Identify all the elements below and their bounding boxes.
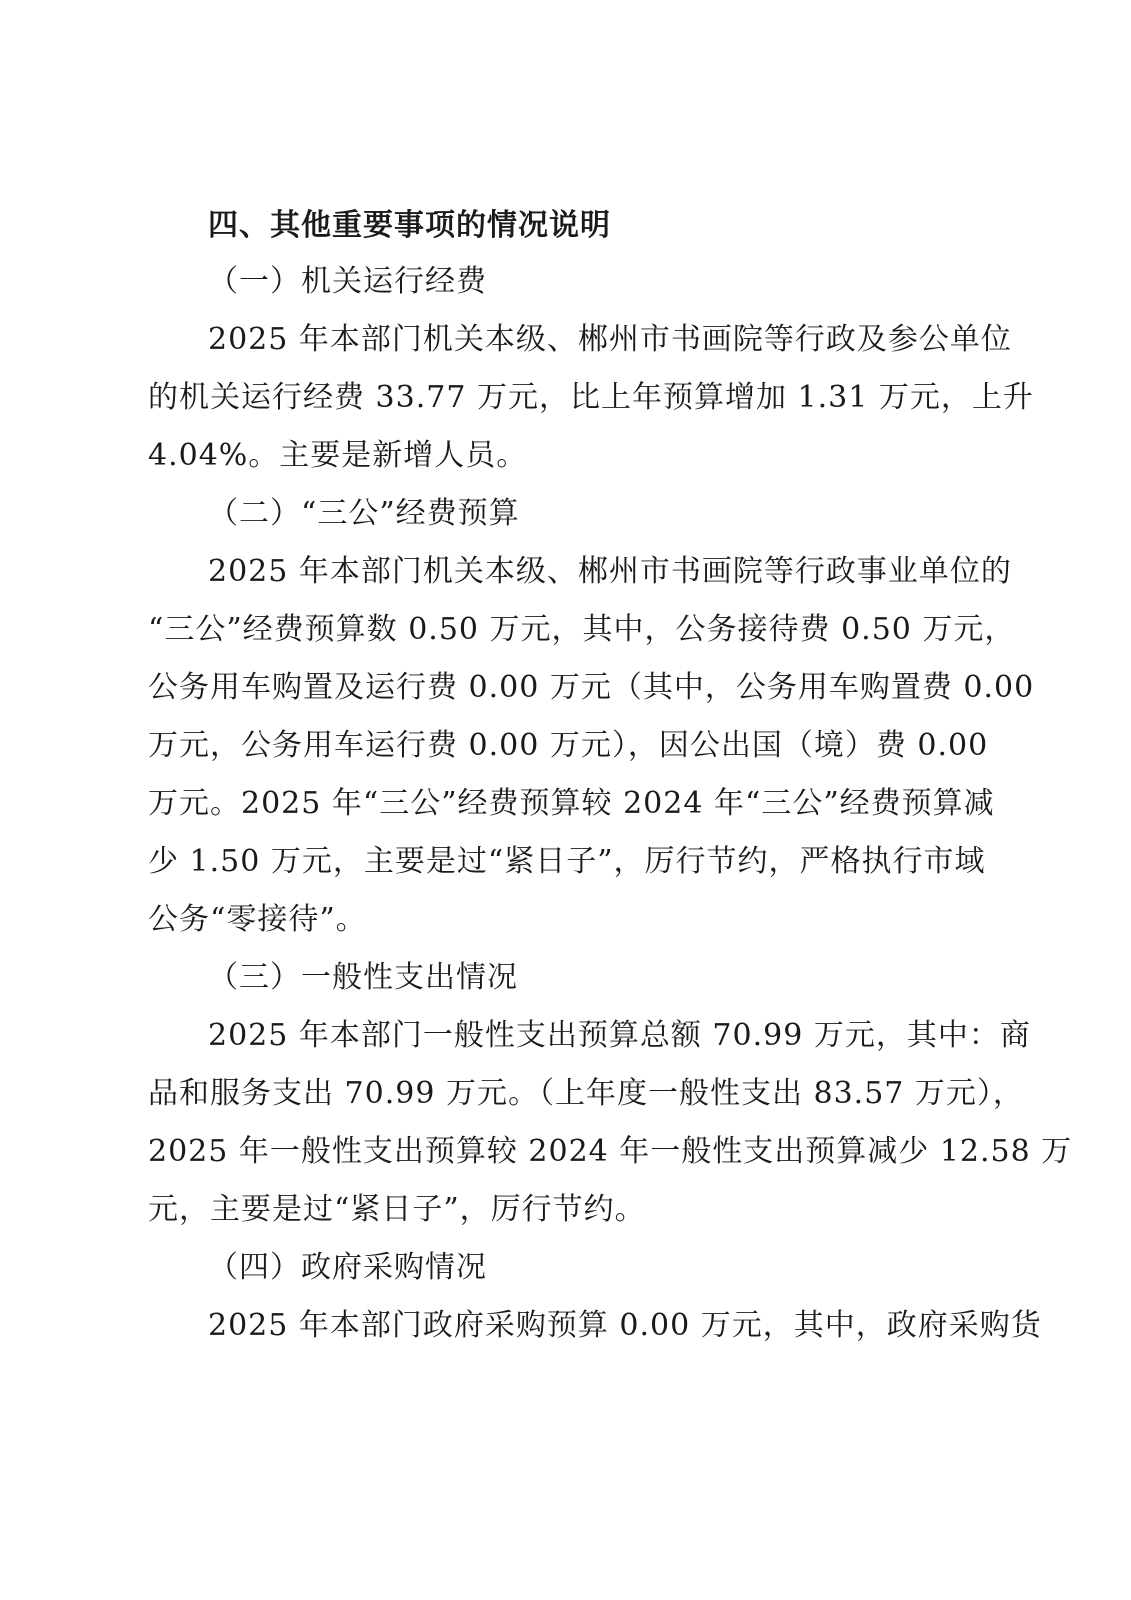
subsection-title-2: （二）“三公”经费预算 [208,496,520,531]
paragraph-line: 品和服务支出 70.99 万元。（上年度一般性支出 83.57 万元）， [148,1076,1024,1111]
subsection-title-1: （一）机关运行经费 [208,264,487,299]
section-heading: 四、其他重要事项的情况说明 [208,208,611,243]
paragraph-line: 2025 年本部门一般性支出预算总额 70.99 万元，其中：商 [208,1018,1031,1053]
paragraph-line: “三公”经费预算数 0.50 万元，其中，公务接待费 0.50 万元， [148,612,1016,647]
paragraph-line: 2025 年本部门机关本级、郴州市书画院等行政事业单位的 [208,554,1012,589]
paragraph-line: 2025 年本部门机关本级、郴州市书画院等行政及参公单位 [208,322,1012,357]
subsection-title-3: （三）一般性支出情况 [208,960,518,995]
paragraph-line: 公务用车购置及运行费 0.00 万元（其中，公务用车购置费 0.00 [148,670,1035,705]
paragraph-line: 少 1.50 万元，主要是过“紧日子”，厉行节约，严格执行市域 [148,844,986,879]
paragraph-line: 万元，公务用车运行费 0.00 万元），因公出国（境）费 0.00 [148,728,989,763]
paragraph-line: 公务“零接待”。 [148,902,367,937]
paragraph-line: 的机关运行经费 33.77 万元，比上年预算增加 1.31 万元，上升 [148,380,1034,415]
paragraph-line: 4.04%。主要是新增人员。 [148,438,528,473]
paragraph-line: 2025 年本部门政府采购预算 0.00 万元，其中，政府采购货 [208,1308,1042,1343]
paragraph-line: 元，主要是过“紧日子”，厉行节约。 [148,1192,646,1227]
paragraph-line: 万元。2025 年“三公”经费预算较 2024 年“三公”经费预算减 [148,786,995,821]
paragraph-line: 2025 年一般性支出预算较 2024 年一般性支出预算减少 12.58 万 [148,1134,1073,1169]
subsection-title-4: （四）政府采购情况 [208,1250,487,1285]
